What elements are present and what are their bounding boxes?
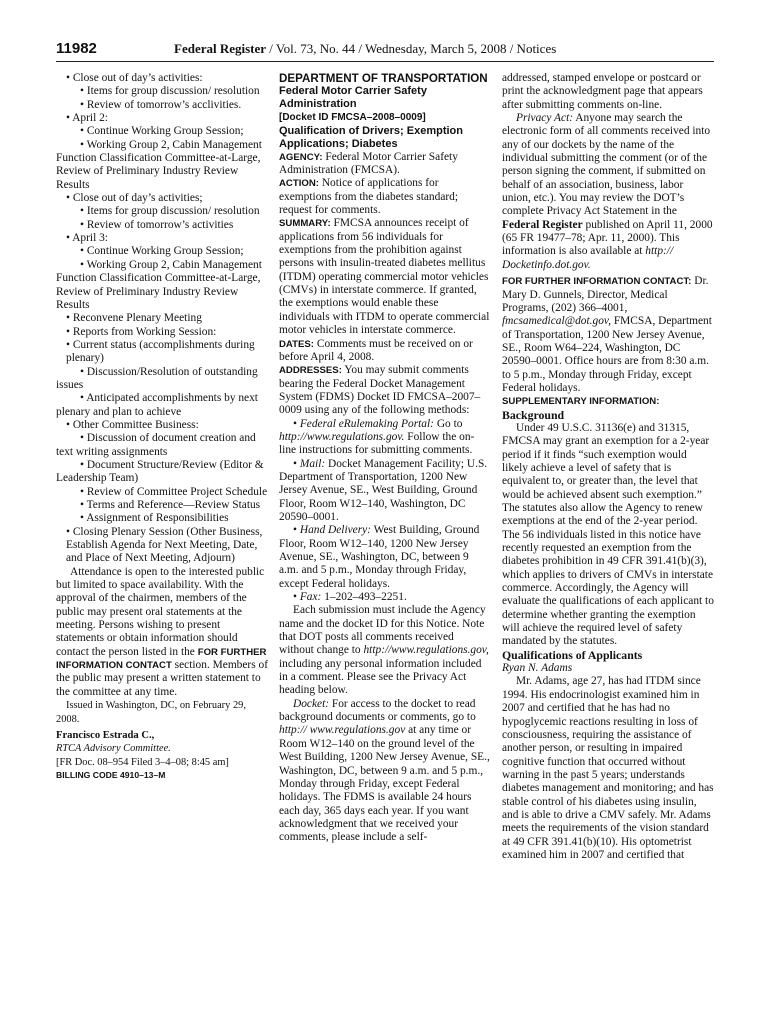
agency-label: AGENCY: [279,151,323,163]
agenda-item: • Other Committee Business: [66,418,199,431]
contact-text-b: FMCSA, Department of Transportation, 1200 New Jersey Avenue, SE., Room W64–224, Washington, DC 20590–0001. Office hours are from 8:30 a.m. to 5 p.m., Monday through Friday, except Federal holidays. [502,315,712,394]
issue-info: / Vol. 73, No. 44 / Wednesday, March 5, 2008 / Notices [266,41,557,56]
agency-block [279,151,491,178]
privacy-paragraph [502,112,714,272]
hand-delivery-text: West Building, Ground Floor, Room W12–140, 1200 New Jersey Avenue, SE., Washington, DC, between 9 a.m. and 5 p.m., Monday through Friday, except Federal holidays. [279,524,480,590]
signer-title: RTCA Advisory Committee. [56,743,171,755]
privacy-text-a: Anyone may search the electronic form of all comments received into any of our dockets by the name of the individual submitting the comment (or of the person signing the comment, if submitted on behalf of an association, business, labor union, etc.). You may review the DOT’s complete Privacy Act Statement in the [502,112,711,218]
submission-paragraph [279,604,491,697]
page-number: 11982 [56,40,97,57]
fax-text: 1–202–493–2251. [321,591,407,604]
applicant-name-heading: Ryan N. Adams [502,662,573,675]
agenda-item: • Working Group 2, Cabin Management Function Classification Committee-at-Large, Review of Preliminary Industry Review Results [56,138,262,191]
contact-email-link[interactable]: fmcsamedical@dot.gov, [502,315,611,328]
addresses-label: ADDRESSES: [279,365,342,377]
method-portal: • Federal eRulemaking Portal: Go to http://www.regulations.gov. Follow the on-line instructions for submitting comments. [279,417,475,457]
hand-delivery-label: Hand Delivery: [299,524,372,537]
agenda-item: • Review of tomorrow’s acclivities. [80,98,242,111]
summary-block [279,217,491,337]
agenda-item: • Close out of day’s activities; [66,192,203,205]
submission-text-b: including any personal information included in a comment. Please see the Privacy Act heading below. [279,657,482,697]
column-2 [279,72,491,862]
register-name: Federal Register [174,41,267,56]
contact-reference: FOR FURTHER INFORMATION CONTACT [56,646,267,672]
docket-label: Docket: [293,697,330,710]
running-header [56,40,714,62]
docket-link[interactable]: http:// www.regulations.gov [279,724,406,737]
privacy-text-b: published on April 11, 2000 (65 FR 19477–78; Apr. 11, 2000). This information is also available at [502,218,713,258]
agenda-item: • Close out of day’s activities: [66,72,203,84]
attendance-text-b: section. Members of the public may present a written statement to the committee at any time. [56,659,268,698]
agenda-item: • Reports from Working Session: [66,325,217,338]
agenda-item: • Anticipated accomplishments by next plenary and plan to achieve [56,392,258,418]
agenda-item: • Review of Committee Project Schedule [80,485,268,498]
issued-line: Issued in Washington, DC, on February 29, 2008. [56,700,246,725]
agenda-item: • Document Structure/Review (Editor & Leadership Team) [56,458,264,485]
applicant-paragraph: Mr. Adams, age 27, has had ITDM since 1994. His endocrinologist examined him in 2007 and certified that he has had no hypoglycemic reactions resulting in loss of consciousness, requiring the assistance of another person, or resulting in impaired cognitive function that occurred without warning in the past 5 years; understands diabetes management and monitoring; and has stable control of his diabetes using insulin, and is able to drive a CMV safely. Mr. Adams meets the requirements of the vision standard at 49 CFR 391.41(b)(10). His optometrist examined him in 2007 and certified that [502,675,714,861]
portal-text-a: Go to [433,417,463,430]
agenda-item: • April 3: [66,232,108,245]
portal-text-b: Follow the on-line instructions for submitting comments. [279,430,475,457]
agenda-item: • Items for group discussion/ resolution [80,205,260,218]
summary-text: FMCSA announces receipt of applications from 56 individuals for exemptions from the prohibition against persons with insulin-treated diabetes mellitus (ITDM) operating commercial motor vehicles (CMVs) in interstate commerce. If granted, the exemptions would enable these individuals with ITDM to operate commercial motor vehicles in interstate commerce. [279,217,490,337]
docket-id: [Docket ID FMCSA–2008–0009] [279,112,426,124]
privacy-link[interactable]: http:// Docketinfo.dot.gov. [502,245,674,271]
fax-label: Fax: [299,591,322,604]
mail-label: Mail: [299,457,326,470]
docket-text-a: For access to the docket to read background documents or comments, go to [279,697,476,724]
supplementary-label: SUPPLEMENTARY INFORMATION: [502,396,660,408]
action-text: Notice of applications for exemptions from the diabetes standard; request for comments. [279,177,459,217]
portal-link[interactable]: http://www.regulations.gov. [279,430,405,443]
agency-heading: Federal Motor Carrier Safety Administration [279,85,427,111]
agenda-item: • Assignment of Responsibilities [80,512,229,525]
method-fax: • Fax: 1–202–493–2251. [293,591,407,604]
billing-code: BILLING CODE 4910–13–M [56,769,166,780]
privacy-label: Privacy Act: [516,112,574,125]
agenda-item: • Reconvene Plenary Meeting [66,312,202,325]
addresses-text: You may submit comments bearing the Federal Docket Management System (FDMS) Docket ID FMCSA–2007–0009 using any of the following methods: [279,364,481,417]
column-3 [502,72,714,862]
submission-text-a: Each submission must include the Agency name and the docket ID for this Notice. Note that DOT posts all comments received without change to [279,604,486,657]
dates-label: DATES: [279,338,314,350]
agenda-item: • Discussion of document creation and text writing assignments [56,432,256,458]
method-hand-delivery: • Hand Delivery: West Building, Ground Floor, Room W12–140, 1200 New Jersey Avenue, SE., Washington, DC, between 9 a.m. and 5 p.m., Monday through Friday, except Federal holidays. [279,524,480,590]
agenda-item: • Closing Plenary Session (Other Business, Establish Agenda for Next Meeting, Date, and Place of Next Meeting, Adjourn) [66,525,263,565]
agenda-item: • Discussion/Resolution of outstanding issues [56,365,258,391]
department-heading: DEPARTMENT OF TRANSPORTATION [279,72,488,85]
addresses-block [279,364,491,417]
contact-block [502,275,714,395]
docket-paragraph [279,698,491,845]
mail-text: Docket Management Facility; U.S. Department of Transportation, 1200 New Jersey Avenue, SE., West Building, Ground Floor, Room W12–140, Washington, DC 20590–0001. [279,457,488,523]
subject-heading: Qualification of Drivers; Exemption Applications; Diabetes [279,124,463,150]
portal-label: Federal eRulemaking Portal: [299,417,434,430]
contact-label: FOR FURTHER INFORMATION CONTACT: [502,276,692,288]
submission-link[interactable]: http://www.regulations.gov, [363,644,489,657]
background-heading: Background [502,407,565,422]
header-citation [174,41,556,57]
agenda-item: • Terms and Reference—Review Status [80,499,261,511]
columns [56,72,714,862]
qualifications-heading: Qualifications of Applicants [502,647,643,662]
summary-label: SUMMARY: [279,218,331,230]
agenda-item: • Continue Working Group Session; [80,125,244,138]
contact-text-a: Dr. Mary D. Gunnels, Director, Medical Programs, (202) 366–4001, [502,275,709,314]
agenda-item: • Review of tomorrow’s activities [80,218,234,231]
dates-text: Comments must be received on or before April 4, 2008. [279,337,473,363]
docket-text-b: at any time or Room W12–140 on the ground level of the West Building, 1200 New Jersey Avenue, SE., Washington, DC, between 9 a.m. and 5 p.m., Monday through Friday, except Federal holidays. The FDMS is available 24 hours each day, 365 days each year. If you want acknowledgment that we received your comments, please include a self- [279,724,490,844]
privacy-register: Federal Register [502,218,583,231]
agenda-item: • Current status (accomplishments during plenary) [66,338,255,365]
agency-text: Federal Motor Carrier Safety Administration (FMCSA). [279,150,458,177]
agenda-list [56,72,268,566]
continued-paragraph: addressed, stamped envelope or postcard or print the acknowledgment page that appears after submitting comments on-line. [502,72,703,111]
background-paragraph: Under 49 U.S.C. 31136(e) and 31315, FMCSA may grant an exemption for a 2-year period if it finds “such exemption would likely achieve a level of safety that is equivalent to, or greater than, the level that would be achieved absent such exemption.” The statutes also allow the Agency to renew exemptions at the end of the 2-year period. The 56 individuals listed in this notice have recently requested an exemption from the diabetes prohibition in 49 CFR 391.41(b)(3), which applies to drivers of CMVs in interstate commerce. Accordingly, the Agency will evaluate the qualifications of each applicant to determine whether granting the exemption will achieve the required level of safety mandated by the statutes. [502,421,714,648]
action-label: ACTION: [279,178,319,190]
attendance-paragraph [56,566,268,699]
attendance-text-a: Attendance is open to the interested public but limited to space availability. With the approval of the chairmen, members of the public may present oral statements at the meeting. Persons wishing to present statements or obtain information should contact the person listed in the [56,565,265,658]
signer-name: Francisco Estrada C., [56,729,155,741]
method-mail: • Mail: Docket Management Facility; U.S. Department of Transportation, 1200 New Jersey Avenue, SE., West Building, Ground Floor, Room W12–140, Washington, DC 20590–0001. [279,457,488,523]
agenda-item: • Items for group discussion/ resolution [80,85,260,98]
agenda-item: • April 2: [66,112,108,125]
dates-block [279,338,491,365]
column-1 [56,72,268,862]
agenda-item: • Working Group 2, Cabin Management Function Classification Committee-at-Large, Review of Preliminary Industry Review Results [56,258,262,311]
fr-doc-line: [FR Doc. 08–954 Filed 3–4–08; 8:45 am] [56,756,229,768]
agenda-item: • Continue Working Group Session; [80,245,244,258]
action-block [279,177,491,217]
